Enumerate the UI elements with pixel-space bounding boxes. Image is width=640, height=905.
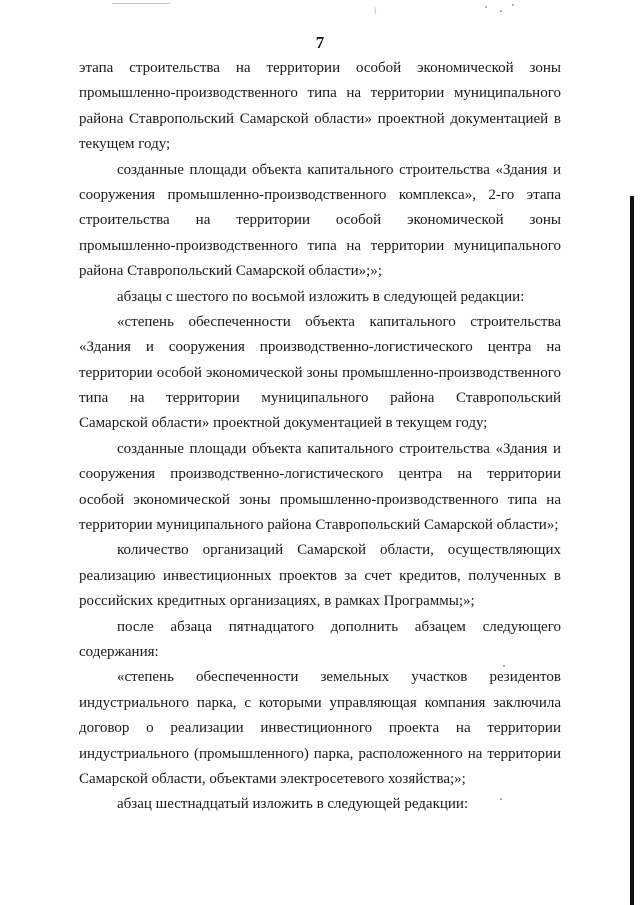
text-line: содержания: (79, 643, 159, 660)
scan-artifact-dot (503, 665, 505, 667)
text-line: территории муниципального района Ставропольский Самарской области»; (79, 517, 559, 534)
text-line: количество организаций Самарской области, осуществляющих (117, 542, 561, 559)
scan-artifact-dot (485, 6, 487, 8)
text-line: абзацы с шестого по восьмой изложить в следующей редакции: (117, 288, 525, 305)
scan-artifact-line (112, 3, 170, 4)
text-line: «степень обеспеченности объекта капитального строительства (117, 313, 561, 330)
text-line: района Ставропольский Самарской области» проектной документацией в (79, 110, 561, 127)
scan-artifact-dot (500, 798, 502, 800)
document-body (79, 56, 561, 818)
scan-artifact-mark: ł (374, 6, 377, 16)
text-line: договор о реализации инвестиционного проекта на территории (79, 720, 561, 737)
text-line: промышленно-производственного типа на территории муниципального (79, 85, 561, 102)
text-line: сооружения промышленно-производственного комплекса», 2-го этапа (79, 186, 561, 203)
text-line: созданные площади объекта капитального строительства «Здания и (117, 440, 561, 457)
text-line: промышленно-производственного типа на территории муниципального (79, 237, 561, 254)
text-line: Самарской области, объектами электросетевого хозяйства;»; (79, 770, 466, 787)
text-line: этапа строительства на территории особой экономической зоны (79, 60, 561, 76)
scan-artifact-dot (512, 4, 514, 6)
text-line: «степень обеспеченности земельных участков резидентов (117, 669, 561, 686)
text-line: сооружения производственно-логистического центра на территории (79, 466, 561, 483)
text-line: абзац шестнадцатый изложить в следующей редакции: (117, 796, 469, 813)
text-line: Самарской области» проектной документацией в текущем году; (79, 415, 488, 432)
page-number: 7 (315, 33, 325, 52)
text-line: особой экономической зоны промышленно-производственного типа на (79, 491, 561, 508)
text-line: созданные площади объекта капитального строительства «Здания и (117, 161, 561, 178)
text-line: территории особой экономической зоны промышленно-производственного (79, 364, 561, 381)
scan-artifact-dot (500, 10, 502, 12)
text-line: района Ставропольский Самарской области»;»; (79, 263, 382, 280)
text-line: реализацию инвестиционных проектов за счет кредитов, полученных в (79, 567, 561, 584)
text-line: после абзаца пятнадцатого дополнить абзацем следующего (117, 618, 561, 635)
text-line: российских кредитных организациях, в рамках Программы;»; (79, 593, 475, 610)
text-line: текущем году; (79, 136, 171, 153)
text-line: индустриального (промышленного) парка, расположенного на территории (79, 745, 561, 762)
text-line: индустриального парка, с которыми управляющая компания заключила (79, 694, 561, 711)
text-line: строительства на территории особой экономической зоны (79, 212, 561, 229)
text-line: типа на территории муниципального района Ставропольский (79, 390, 561, 407)
text-line: «Здания и сооружения производственно-логистического центра на (79, 339, 561, 356)
scan-edge-bar (630, 196, 634, 905)
